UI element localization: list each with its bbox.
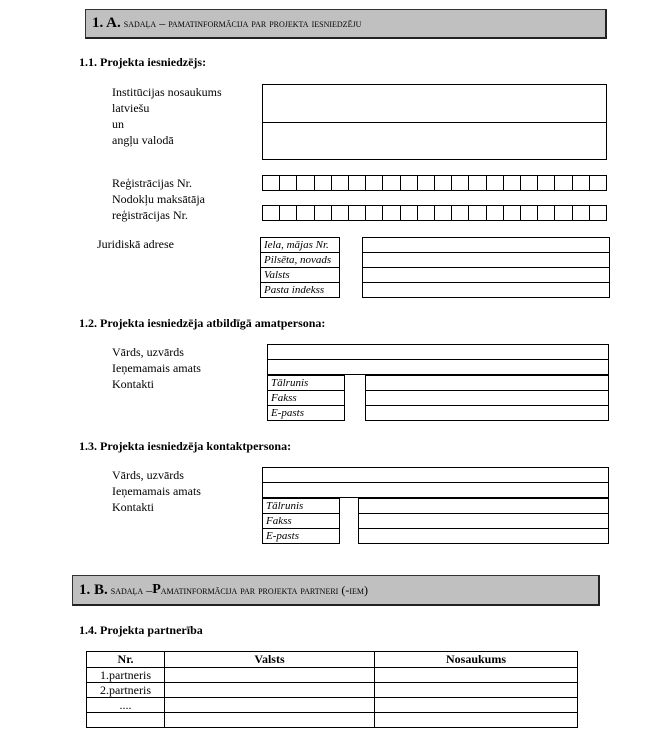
reg-labels bbox=[112, 175, 205, 223]
partner-nr: 2.partneris bbox=[87, 683, 165, 698]
section-a-title: sadaļa – pamatinformācija par projekta iesniedzēju bbox=[123, 16, 362, 30]
label-line: angļu valodā bbox=[112, 133, 174, 147]
official-contact-labels bbox=[267, 375, 345, 421]
digit-cell[interactable] bbox=[332, 206, 349, 220]
institution-name-box bbox=[262, 84, 607, 160]
name-label: Vārds, uzvārds bbox=[112, 468, 184, 482]
partner-name-field[interactable] bbox=[375, 713, 578, 728]
column-header-name: Nosaukums bbox=[375, 652, 578, 668]
partner-nr bbox=[87, 713, 165, 728]
partners-table bbox=[86, 651, 578, 728]
digit-cell[interactable] bbox=[418, 176, 435, 190]
label-line: Institūcijas nosaukums bbox=[112, 85, 222, 99]
email-label: E-pasts bbox=[263, 529, 340, 544]
partner-nr: .... bbox=[87, 698, 165, 713]
table-row bbox=[87, 713, 578, 728]
official-fax-field[interactable] bbox=[366, 391, 609, 406]
position-label: Ieņemamais amats bbox=[112, 484, 201, 498]
city-field[interactable] bbox=[363, 253, 610, 268]
address-label-table bbox=[260, 237, 340, 298]
digit-cell[interactable] bbox=[435, 206, 452, 220]
contact-contact-values bbox=[358, 498, 609, 544]
street-field[interactable] bbox=[363, 238, 610, 253]
table-row bbox=[87, 668, 578, 683]
section-b-number: 1. B. bbox=[79, 581, 108, 598]
digit-cell[interactable] bbox=[280, 206, 297, 220]
partner-nr: 1.partneris bbox=[87, 668, 165, 683]
partner-name-field[interactable] bbox=[375, 668, 578, 683]
label-line: un bbox=[112, 117, 124, 131]
official-email-field[interactable] bbox=[366, 406, 609, 421]
heading-1-4: 1.4. Projekta partnerība bbox=[79, 623, 203, 637]
section-a-header bbox=[85, 9, 607, 39]
fax-label: Fakss bbox=[263, 514, 340, 529]
digit-cell[interactable] bbox=[555, 206, 572, 220]
tax-number-label-2: reģistrācijas Nr. bbox=[112, 208, 188, 222]
contacts-label: Kontakti bbox=[112, 377, 154, 391]
official-contact-values bbox=[365, 375, 609, 421]
contact-contact-labels bbox=[262, 498, 340, 544]
digit-cell[interactable] bbox=[315, 206, 332, 220]
table-row bbox=[87, 698, 578, 713]
partner-country-field[interactable] bbox=[165, 683, 375, 698]
tax-number-label: Nodokļu maksātāja bbox=[112, 192, 205, 206]
contact-person-labels bbox=[112, 467, 201, 515]
label-line: latviešu bbox=[112, 101, 150, 115]
digit-cell[interactable] bbox=[366, 206, 383, 220]
heading-1-1: 1.1. Projekta iesniedzējs: bbox=[79, 55, 207, 69]
digit-cell[interactable] bbox=[573, 176, 590, 190]
digit-cell[interactable] bbox=[418, 206, 435, 220]
contact-position-field[interactable] bbox=[263, 483, 609, 498]
institution-name-label bbox=[112, 84, 222, 148]
contacts-label: Kontakti bbox=[112, 500, 154, 514]
digit-cell[interactable] bbox=[297, 176, 314, 190]
digit-cell[interactable] bbox=[504, 206, 521, 220]
digit-cell[interactable] bbox=[504, 176, 521, 190]
digit-cell[interactable] bbox=[469, 206, 486, 220]
column-header-country: Valsts bbox=[165, 652, 375, 668]
digit-cell[interactable] bbox=[590, 176, 606, 190]
digit-cell[interactable] bbox=[573, 206, 590, 220]
digit-cell[interactable] bbox=[521, 176, 538, 190]
digit-cell[interactable] bbox=[452, 176, 469, 190]
table-row bbox=[87, 683, 578, 698]
contact-fax-field[interactable] bbox=[359, 514, 609, 529]
digit-cell[interactable] bbox=[555, 176, 572, 190]
contact-email-field[interactable] bbox=[359, 529, 609, 544]
digit-cell[interactable] bbox=[349, 206, 366, 220]
address-label: Juridiskā adrese bbox=[97, 237, 174, 251]
contact-top-table bbox=[262, 467, 609, 498]
digit-cell[interactable] bbox=[297, 206, 314, 220]
heading-1-2: 1.2. Projekta iesniedzēja atbildīgā amatpersona: bbox=[79, 316, 326, 330]
digit-cell[interactable] bbox=[452, 206, 469, 220]
digit-cell[interactable] bbox=[263, 206, 280, 220]
fax-label: Fakss bbox=[268, 391, 345, 406]
partner-country-field[interactable] bbox=[165, 698, 375, 713]
digit-cell[interactable] bbox=[383, 176, 400, 190]
contact-name-field[interactable] bbox=[263, 468, 609, 483]
country-field[interactable] bbox=[363, 268, 610, 283]
phone-label: Tālrunis bbox=[263, 499, 340, 514]
postal-code-label: Pasta indekss bbox=[261, 283, 340, 298]
digit-cell[interactable] bbox=[263, 176, 280, 190]
email-label: E-pasts bbox=[268, 406, 345, 421]
digit-cell[interactable] bbox=[469, 176, 486, 190]
digit-cell[interactable] bbox=[349, 176, 366, 190]
postal-code-field[interactable] bbox=[363, 283, 610, 298]
digit-cell[interactable] bbox=[487, 176, 504, 190]
partner-country-field[interactable] bbox=[165, 713, 375, 728]
section-b-title: sadaļa – bbox=[110, 582, 153, 597]
digit-cell[interactable] bbox=[538, 176, 555, 190]
street-label: Iela, mājas Nr. bbox=[261, 238, 340, 253]
digit-cell[interactable] bbox=[590, 206, 606, 220]
tax-number-field[interactable] bbox=[262, 205, 607, 221]
reg-number-field[interactable] bbox=[262, 175, 607, 191]
column-header-nr: Nr. bbox=[87, 652, 165, 668]
digit-cell[interactable] bbox=[521, 206, 538, 220]
section-b-title-initial: P bbox=[152, 582, 161, 597]
section-b-title-rest: amatinformācija par projekta partneri (-iem) bbox=[160, 582, 368, 597]
digit-cell[interactable] bbox=[315, 176, 332, 190]
country-label: Valsts bbox=[261, 268, 340, 283]
institution-name-lv-field[interactable] bbox=[263, 85, 606, 122]
phone-label: Tālrunis bbox=[268, 376, 345, 391]
digit-cell[interactable] bbox=[487, 206, 504, 220]
digit-cell[interactable] bbox=[401, 206, 418, 220]
digit-cell[interactable] bbox=[383, 206, 400, 220]
position-label: Ieņemamais amats bbox=[112, 361, 201, 375]
section-a-number: 1. A. bbox=[92, 15, 121, 31]
digit-cell[interactable] bbox=[401, 176, 418, 190]
partner-country-field[interactable] bbox=[165, 668, 375, 683]
digit-cell[interactable] bbox=[435, 176, 452, 190]
digit-cell[interactable] bbox=[366, 176, 383, 190]
official-phone-field[interactable] bbox=[366, 376, 609, 391]
section-b-header bbox=[72, 575, 600, 606]
name-label: Vārds, uzvārds bbox=[112, 345, 184, 359]
official-top-table bbox=[267, 344, 609, 375]
official-name-field[interactable] bbox=[268, 345, 609, 360]
heading-1-3: 1.3. Projekta iesniedzēja kontaktpersona: bbox=[79, 439, 292, 453]
institution-name-en-field[interactable] bbox=[263, 122, 606, 159]
reg-number-label: Reģistrācijas Nr. bbox=[112, 176, 192, 190]
digit-cell[interactable] bbox=[280, 176, 297, 190]
official-labels bbox=[112, 344, 201, 392]
official-position-field[interactable] bbox=[268, 360, 609, 375]
contact-phone-field[interactable] bbox=[359, 499, 609, 514]
partner-name-field[interactable] bbox=[375, 683, 578, 698]
partner-name-field[interactable] bbox=[375, 698, 578, 713]
address-value-table bbox=[362, 237, 610, 298]
digit-cell[interactable] bbox=[538, 206, 555, 220]
digit-cell[interactable] bbox=[332, 176, 349, 190]
city-label: Pilsēta, novads bbox=[261, 253, 340, 268]
